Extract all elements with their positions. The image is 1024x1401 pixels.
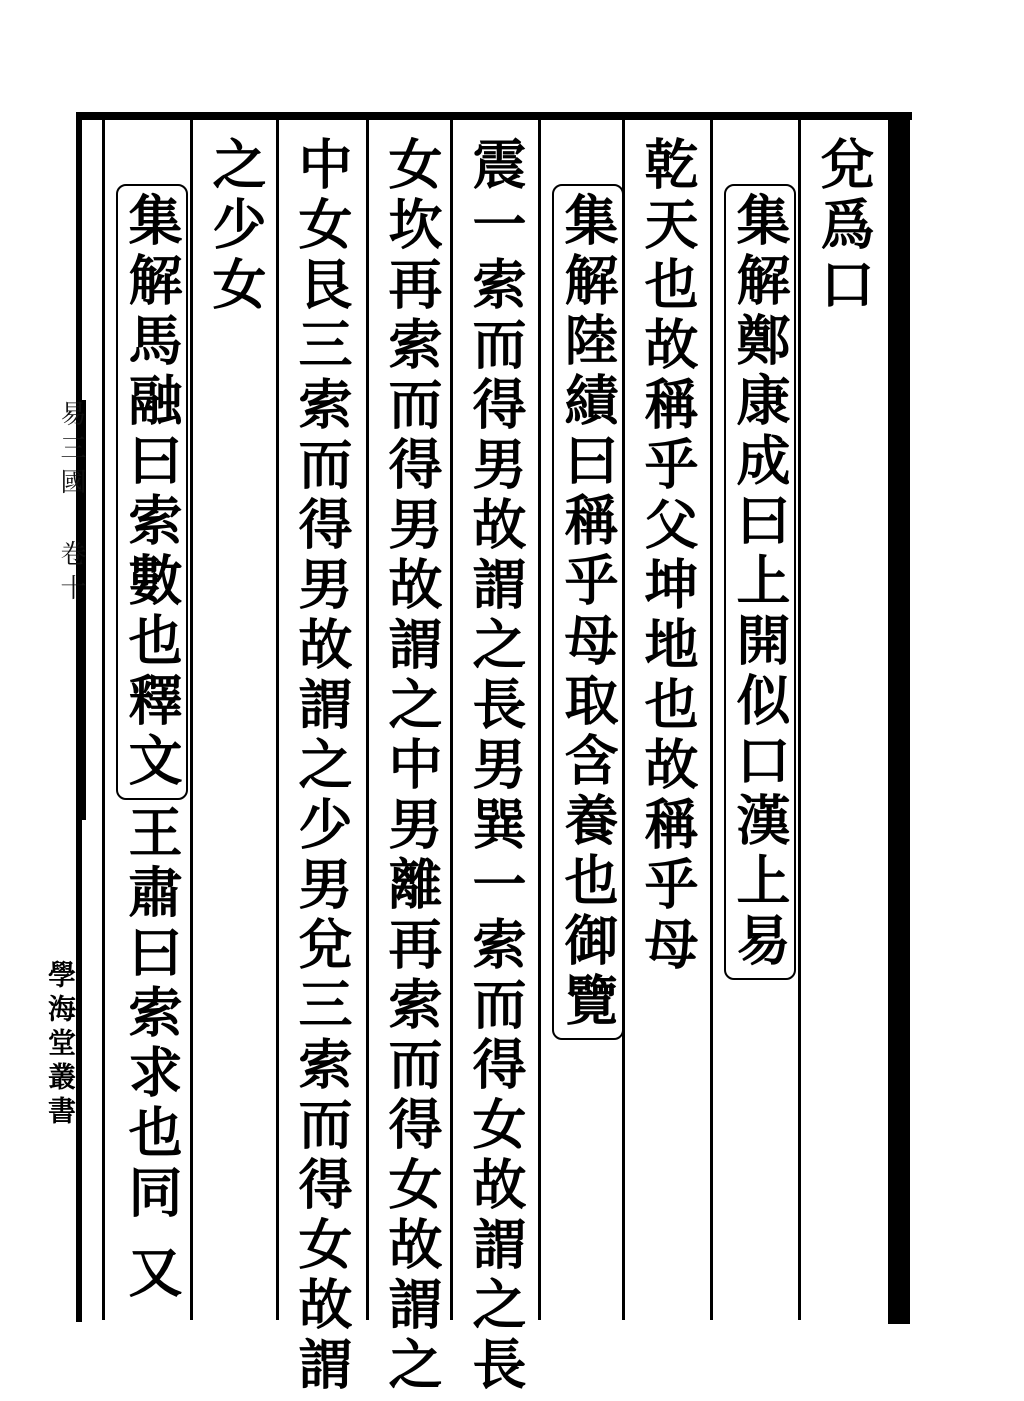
column-text: 震一索而得男故謂之長男巽一索而得女故謂之長 bbox=[464, 136, 528, 1396]
column-rule bbox=[450, 120, 453, 1320]
commentary-note: 集解鄭康成曰上開似口漢上易 bbox=[724, 184, 796, 980]
frame-right-border bbox=[888, 112, 910, 1324]
column-text: 之少女 bbox=[204, 136, 268, 316]
column-rule bbox=[276, 120, 279, 1320]
text-column-3 bbox=[636, 136, 700, 976]
column-rule bbox=[190, 120, 193, 1320]
column-rule bbox=[538, 120, 541, 1320]
commentary-note: 集解陸績曰稱乎母取含養也御覽 bbox=[552, 184, 624, 1040]
text-column-4 bbox=[552, 180, 624, 1044]
text-column-6 bbox=[380, 136, 444, 1396]
text-column-2 bbox=[724, 180, 796, 984]
column-rule bbox=[102, 120, 105, 1320]
publisher-label: 學海堂叢書 bbox=[44, 960, 77, 1130]
column-text-tail: 又 bbox=[120, 1244, 184, 1304]
column-text: 王肅曰索求也同 bbox=[120, 804, 184, 1224]
column-rule bbox=[366, 120, 369, 1320]
spine-label: 易三國 卷十 bbox=[56, 400, 86, 608]
text-column-1 bbox=[812, 136, 876, 316]
column-text: 乾天也故稱乎父坤地也故稱乎母 bbox=[636, 136, 700, 976]
text-column-9 bbox=[116, 180, 188, 1304]
column-text: 女坎再索而得男故謂之中男離再索而得女故謂之 bbox=[380, 136, 444, 1396]
column-text: 兌爲口 bbox=[812, 136, 876, 316]
text-column-8 bbox=[204, 136, 268, 316]
commentary-note: 集解馬融曰索數也釋文 bbox=[116, 184, 188, 800]
text-column-5 bbox=[464, 136, 528, 1396]
frame-top-border bbox=[76, 112, 912, 120]
text-column-7 bbox=[290, 136, 354, 1396]
column-rule bbox=[798, 120, 801, 1320]
column-rule bbox=[710, 120, 713, 1320]
column-text: 中女艮三索而得男故謂之少男兌三索而得女故謂 bbox=[290, 136, 354, 1396]
